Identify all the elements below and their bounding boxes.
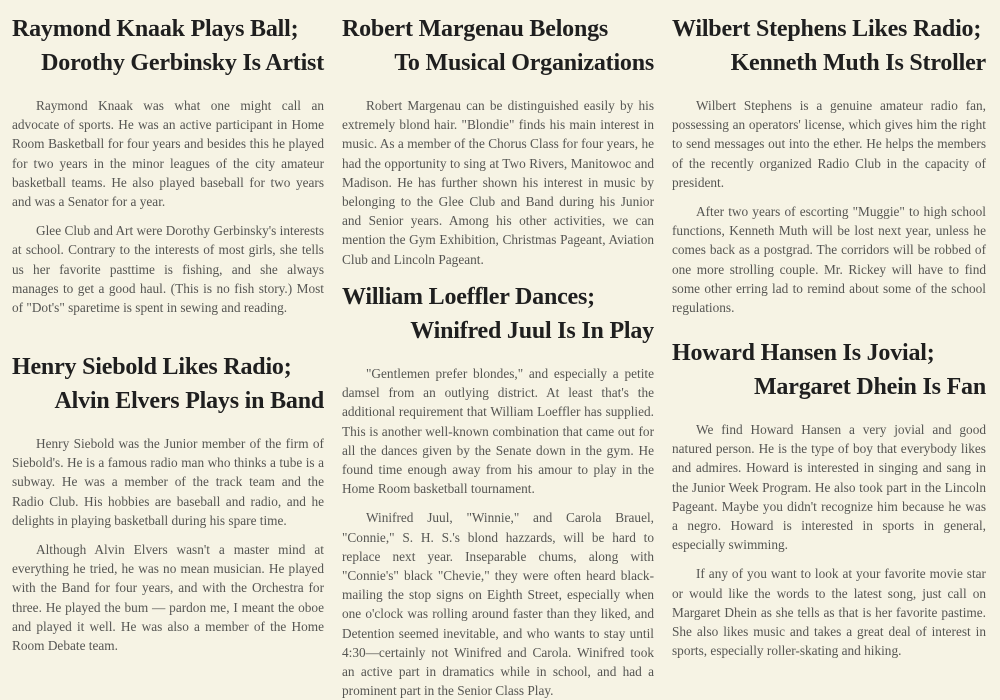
headline-line-1: Raymond Knaak Plays Ball; xyxy=(12,16,299,42)
article-knaak-gerbinsky xyxy=(12,12,324,317)
article-paragraph: We find Howard Hansen a very jovial and good natured person. He is the type of boy that everybody likes and admires. Howard is interested in singing and sang in the Junior Week Program. He also took part in the Lincoln Pageant. Maybe you didn't recognize him because he was a negro. Howard is interested in sports in general, especially swimming. xyxy=(672,422,986,553)
article-paragraph: Winifred Juul, "Winnie," and Carola Brauel, "Connie," S. H. S.'s blond hazzards, will be hard to replace next year. Inseparable chums, along with "Connie's" black "Chevie," they were often heard black-mailing the stop signs on Eighth Street, especially when one o'clock was rolling around faster than they liked, and Detention seemed inevitable, and who wants to stay until 4:30—certainly not Winifred and Carola. Winifred took an active part in dramatics while in school, and had a prominent part in the Senior Class Play. xyxy=(342,510,654,699)
headline-line-2: Alvin Elvers Plays in Band xyxy=(54,388,324,414)
headline-line-2: Winifred Juul Is In Play xyxy=(410,318,654,344)
article-siebold-elvers xyxy=(12,350,324,655)
headline-line-2: Dorothy Gerbinsky Is Artist xyxy=(41,50,324,76)
headline-line-1: William Loeffler Dances; xyxy=(342,284,595,310)
headline-line-1: Wilbert Stephens Likes Radio; xyxy=(672,16,982,42)
headline-line-2: To Musical Organizations xyxy=(394,50,654,76)
headline-line-1: Henry Siebold Likes Radio; xyxy=(12,354,292,380)
headline-line-1: Howard Hansen Is Jovial; xyxy=(672,340,935,366)
headline-line-1: Robert Margenau Belongs xyxy=(342,16,609,42)
article-paragraph: Henry Siebold was the Junior member of the firm of Siebold's. He is a famous radio man who thinks a tube is a subway. He was a member of the track team and the Radio Club. His hobbies are baseball and radio, and he delights in playing basketball during his spare time. xyxy=(12,436,324,528)
article-paragraph: Although Alvin Elvers wasn't a master mind at everything he tried, he was no mean musician. He played with the Band for four years, and with the Orchestra for three. He played the bum — pardon me, I meant the oboe and played it well. He was also a member of the Home Room Debate team. xyxy=(12,542,324,654)
article-paragraph: Robert Margenau can be distinguished easily by his extremely blond hair. "Blondie" finds his main interest in music. As a member of the Chorus Class for four years, he had the opportunity to sing at Two Rivers, Manitowoc and Madison. He has further shown his interest in music by belonging to the Glee Club and Band during his Junior and Senior years. Among his other activities, we can mention the Gym Exhibition, Christmas Pageant, Aviation Club and Lincoln Pageant. xyxy=(342,98,654,267)
article-paragraph: "Gentlemen prefer blondes," and especially a petite damsel from an outlying district. At least that's the additional requirement that William Loeffler has supplied. This is another well-known combination that came out for all the dances given by the Senate down in the gym. He found time enough away from his amour to play in the Home Room basketball tournament. xyxy=(342,366,654,497)
article-paragraph: Wilbert Stephens is a genuine amateur radio fan, possessing an operators' license, which gives him the right to send messages out into the ether. He helps the members of the recently organized Radio Club in the capacity of president. xyxy=(672,98,986,190)
headline-line-2: Margaret Dhein Is Fan xyxy=(753,374,986,400)
article-paragraph: After two years of escorting "Muggie" to high school functions, Kenneth Muth will be lost next year, unless he comes back as a postgrad. The corridors will be robbed of one more strolling couple. Mr. Rickey will have to find some other erring lad to remind about some of the school regulations. xyxy=(672,204,986,316)
article-paragraph: If any of you want to look at your favorite movie star or would like the words to the latest song, just call on Margaret Dhein as she tells as that is her favorite pastime. She also likes music and takes a great deal of interest in sports, especially roller-skating and hiking. xyxy=(672,566,986,659)
article-paragraph: Raymond Knaak was what one might call an advocate of sports. He was an active participant in Home Room Basketball for four years and besides this he played for two years in the minor leagues of the city amateur basketball teams. He also played baseball for two years and was a Senator for a year. xyxy=(12,98,324,210)
article-margenau xyxy=(342,12,654,269)
article-stephens-muth xyxy=(672,12,986,317)
article-loeffler-juul xyxy=(342,280,654,700)
article-paragraph: Glee Club and Art were Dorothy Gerbinsky's interests at school. Contrary to the interests of most girls, she tells us her favorite pasttime is fishing, and she always manages to get a good haul. (This is no fish story.) Most of "Dot's" sparetime is spent in sewing and reading. xyxy=(12,223,324,316)
article-hansen-dhein xyxy=(672,336,986,660)
headline-line-2: Kenneth Muth Is Stroller xyxy=(730,50,986,76)
